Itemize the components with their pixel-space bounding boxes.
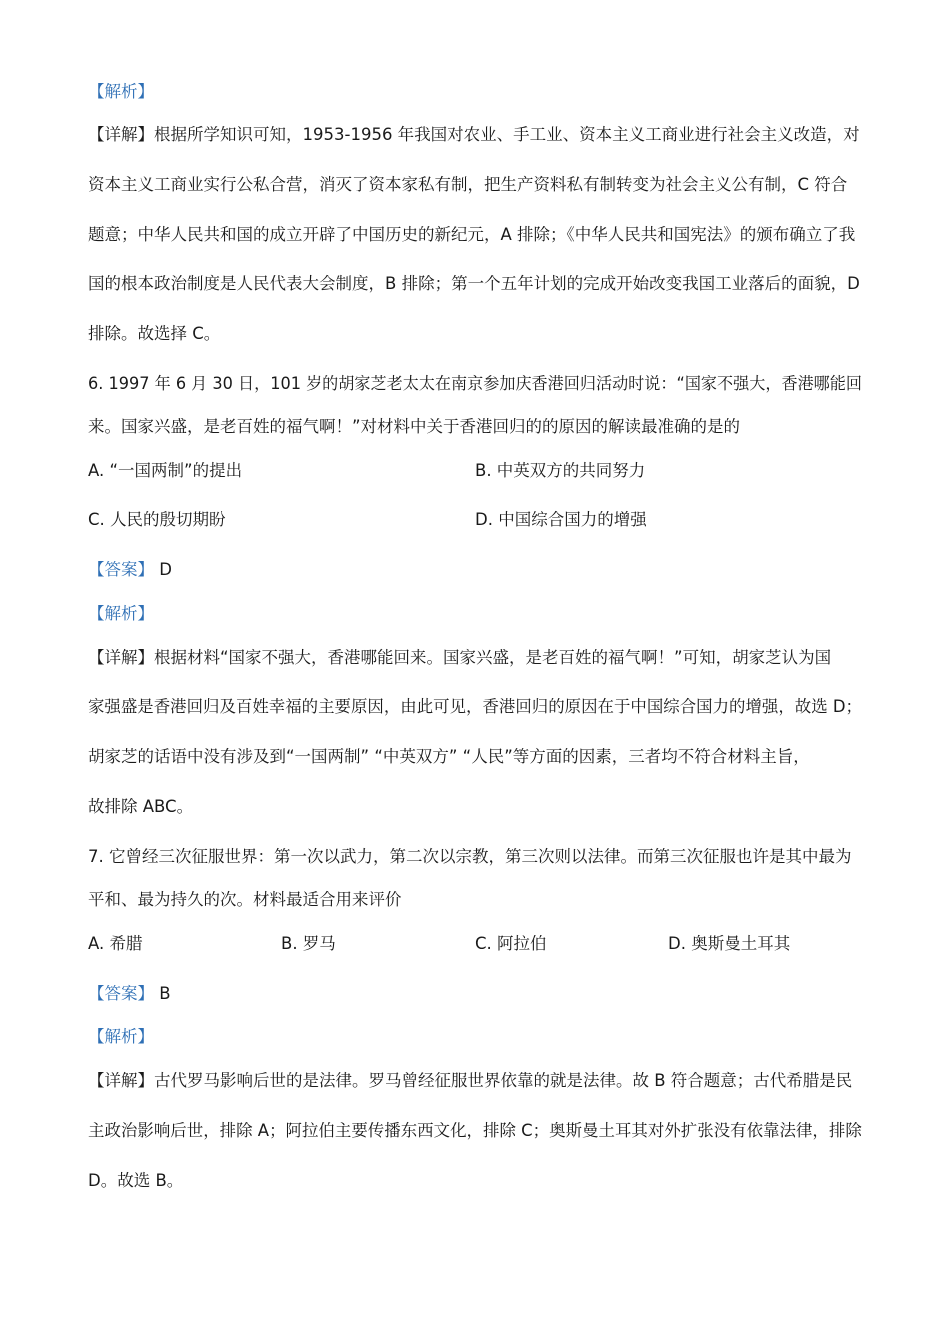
q6-analysis-label: 【解析】: [88, 604, 154, 623]
q7-detail-label: 【详解】: [88, 1071, 154, 1090]
q6-detail-line-4: 故排除 ABC。: [88, 797, 194, 816]
q7-answer-label: 【答案】: [88, 984, 154, 1003]
q7-analysis-label: 【解析】: [88, 1027, 154, 1046]
q6-answer-value: D: [159, 560, 172, 579]
q5-detail-line-3: 题意；中华人民共和国的成立开辟了中国历史的新纪元，A 排除；《中华人民共和国宪法》的颁布确立了我: [88, 225, 856, 244]
q7-detail-text-1: 古代罗马影响后世的是法律。罗马曾经征服世界依靠的就是法律。故 B 符合题意；古代希腊是民: [154, 1071, 853, 1090]
q7-stem-line-1: 7. 它曾经三次征服世界：第一次以武力，第二次以宗教，第三次则以法律。而第三次征服也许是其中最为: [88, 847, 852, 866]
q5-analysis-label: 【解析】: [88, 82, 154, 101]
q6-detail-line-1: [88, 646, 831, 670]
q7-answer-value: B: [159, 984, 171, 1003]
q7-detail-line-1: [88, 1069, 852, 1093]
q5-detail-line-5: 排除。故选择 C。: [88, 324, 221, 343]
q6-option-a: A. “一国两制”的提出: [88, 461, 243, 480]
q6-option-d: D. 中国综合国力的增强: [475, 510, 647, 529]
q6-answer-label: 【答案】: [88, 560, 154, 579]
q7-option-c: C. 阿拉伯: [475, 934, 547, 953]
q6-option-c: C. 人民的殷切期盼: [88, 510, 226, 529]
q7-option-a: A. 希腊: [88, 934, 143, 953]
q6-detail-line-2: 家强盛是香港回归及百姓幸福的主要原因，由此可见，香港回归的原因在于中国综合国力的增强，故选 D；: [88, 697, 862, 716]
q5-detail-line-4: 国的根本政治制度是人民代表大会制度，B 排除；第一个五年计划的完成开始改变我国工业落后的面貌，D: [88, 274, 860, 293]
q6-stem-line-2: 来。国家兴盛，是老百姓的福气啊！”对材料中关于香港回归的的原因的解读最准确的是的: [88, 417, 741, 436]
q7-answer-line: [88, 982, 171, 1006]
q6-detail-line-3: 胡家芝的话语中没有涉及到“一国两制” “中英双方” “人民”等方面的因素，三者均不符合材料主旨，: [88, 747, 810, 766]
q7-option-d: D. 奥斯曼土耳其: [668, 934, 791, 953]
q5-detail-line-2: 资本主义工商业实行公私合营，消灭了资本家私有制，把生产资料私有制转变为社会主义公有制，C 符合: [88, 175, 848, 194]
q7-detail-line-3: D。故选 B。: [88, 1171, 184, 1190]
q5-detail-text-1: 根据所学知识可知，1953-1956 年我国对农业、手工业、资本主义工商业进行社会主义改造，对: [154, 125, 860, 144]
q7-option-b: B. 罗马: [281, 934, 336, 953]
q6-answer-line: [88, 558, 172, 582]
q6-option-b: B. 中英双方的共同努力: [475, 461, 646, 480]
q6-detail-text-1: 根据材料“国家不强大，香港哪能回来。国家兴盛，是老百姓的福气啊！”可知，胡家芝认为国: [154, 648, 832, 667]
q7-stem-line-2: 平和、最为持久的次。材料最适合用来评价: [88, 890, 402, 909]
q7-detail-line-2: 主政治影响后世，排除 A；阿拉伯主要传播东西文化，排除 C；奥斯曼土耳其对外扩张没有依靠法律，排除: [88, 1121, 862, 1140]
q6-detail-label: 【详解】: [88, 648, 154, 667]
q5-detail-line-1: [88, 123, 860, 147]
q6-stem-line-1: 6. 1997 年 6 月 30 日，101 岁的胡家芝老太太在南京参加庆香港回归活动时说：“国家不强大，香港哪能回: [88, 374, 862, 393]
q5-detail-label: 【详解】: [88, 125, 154, 144]
